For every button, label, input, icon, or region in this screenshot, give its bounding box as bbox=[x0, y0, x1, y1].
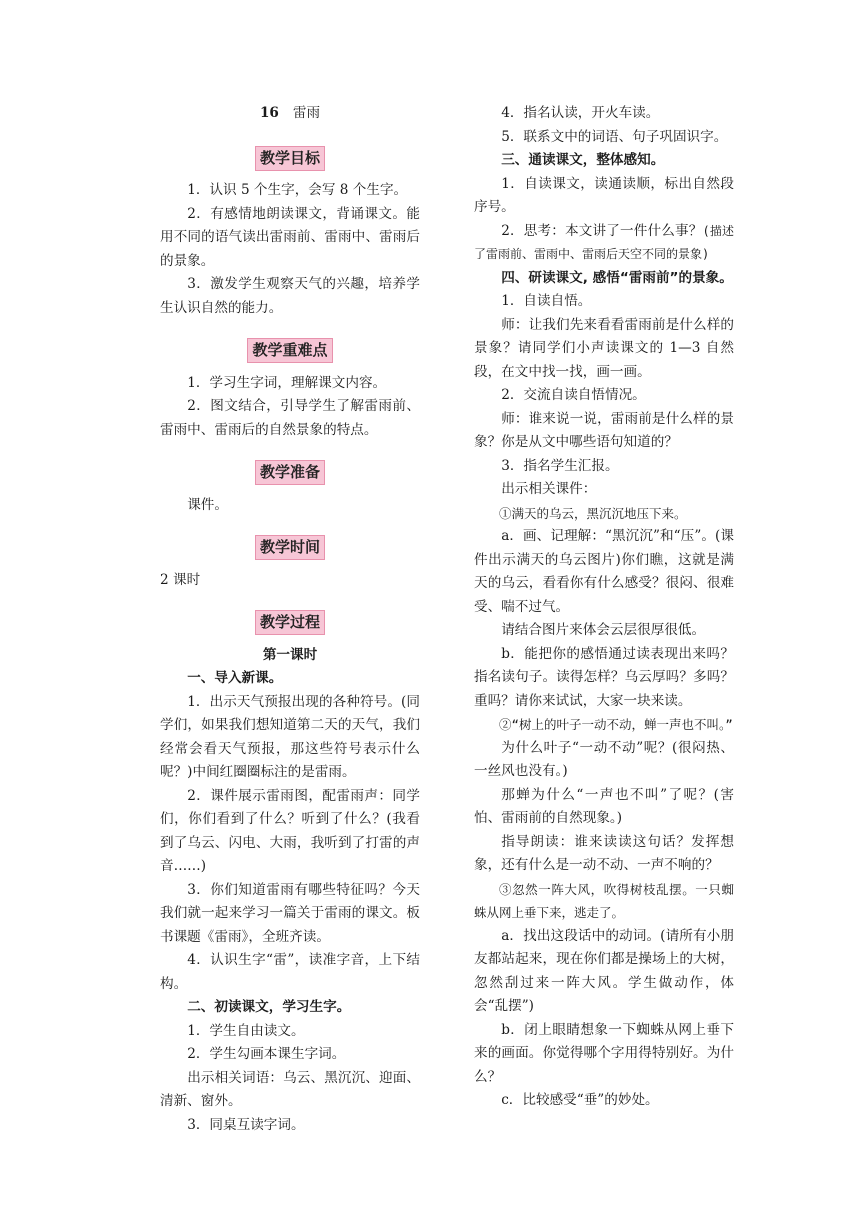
step-item: 出示相关课件： bbox=[501, 481, 597, 497]
step-item: b．闭上眼睛想象一下蜘蛛从网上垂下来的画面。你觉得哪个字用得特别好。为什么？ bbox=[474, 1021, 734, 1085]
step-item: 2．课件展示雷雨图，配雷雨声：同学们，你们看到了什么？听到了什么？(我看到了乌云、闪电、大雨，我听到了打雷的声音……) bbox=[160, 787, 420, 874]
goal-item: 1．认识 5 个生字，会写 8 个生字。 bbox=[187, 182, 408, 198]
step-item: 那蝉为什么“一声也不叫”了呢？(害怕、雷雨前的自然现象。) bbox=[474, 786, 734, 826]
step-item: 1．学生自由读文。 bbox=[187, 1022, 305, 1039]
step-item: 4．指名认读，开火车读。 bbox=[501, 105, 660, 121]
step-heading: 二、初读课文，学习生字。 bbox=[187, 999, 351, 1015]
lesson-title bbox=[160, 102, 420, 126]
question-text: 2．思考：本文讲了一件什么事？ bbox=[501, 222, 703, 239]
step-item: 3．你们知道雷雨有哪些特征吗？今天我们就一起来学习一篇关于雷雨的课文。板书课题《雷雨》，全班齐读。 bbox=[160, 881, 420, 945]
answer-note: (描述了雷雨前、雷雨中、雷雨后天空不同的景象) bbox=[474, 223, 734, 261]
section-heading-preparation bbox=[160, 460, 420, 486]
step-item: 为什么叶子“一动不动”呢？(很闷热、一丝风也没有。) bbox=[474, 739, 734, 779]
period-title: 第一课时 bbox=[262, 646, 318, 663]
key-item: 2．图文结合，引导学生了解雷雨前、雷雨中、雷雨后的自然景象的特点。 bbox=[160, 398, 420, 438]
prep-text: 课件。 bbox=[187, 496, 228, 513]
step-item: 1．自读课文，读通读顺，标出自然段序号。 bbox=[474, 175, 734, 215]
step-item: 3．指名学生汇报。 bbox=[501, 457, 619, 474]
step-item: 1．自读自悟。 bbox=[501, 293, 592, 309]
step-item: 请结合图片来体会云层很厚很低。 bbox=[501, 622, 706, 638]
goal-item: 3．激发学生观察天气的兴趣，培养学生认识自然的能力。 bbox=[160, 276, 420, 316]
step-item bbox=[474, 220, 734, 267]
step-item: 师：谁来说一说，雷雨前是什么样的景象？你是从文中哪些语句知道的？ bbox=[474, 410, 734, 450]
quoted-sentence: ①满天的乌云，黑沉沉地压下来。 bbox=[499, 505, 687, 521]
step-item: 5．联系文中的词语、句子巩固识字。 bbox=[501, 128, 728, 145]
step-heading: 四、研读课文, 感悟“雷雨前”的景象。 bbox=[501, 269, 733, 286]
step-item: 出示相关词语：乌云、黑沉沉、迎面、清新、窗外。 bbox=[160, 1069, 420, 1109]
step-item: 4．认识生字“雷”，读准字音，上下结构。 bbox=[160, 952, 420, 992]
lesson-number: 16 bbox=[259, 105, 279, 121]
step-item: a．找出这段话中的动词。(请所有小朋友都站起来，现在你们都是操场上的大树，忽然刮过来一阵大风。学生做动作，体会“乱摆”) bbox=[474, 927, 734, 1014]
heading-process-label: 教学过程 bbox=[255, 610, 325, 635]
heading-goals-label: 教学目标 bbox=[255, 146, 325, 171]
heading-prep-label: 教学准备 bbox=[255, 460, 325, 485]
step-heading: 三、通读课文，整体感知。 bbox=[501, 152, 665, 168]
key-item: 1．学习生字词，理解课文内容。 bbox=[187, 374, 387, 391]
step-item: b．能把你的感悟通过读表现出来吗？指名读句子。读得怎样？乌云厚吗？多吗？重吗？请你来试试，大家一块来读。 bbox=[474, 645, 734, 709]
quoted-sentence: ②“树上的叶子一动不动，蝉一声也不叫。” bbox=[499, 717, 733, 732]
section-heading-goals bbox=[160, 146, 420, 172]
step-item: c．比较感受“垂”的妙处。 bbox=[501, 1092, 659, 1108]
step-item: 3．同桌互读字词。 bbox=[187, 1116, 305, 1133]
section-heading-time bbox=[160, 535, 420, 561]
time-text: 2 课时 bbox=[160, 571, 201, 588]
step-item: 2．学生勾画本课生字词。 bbox=[187, 1046, 346, 1062]
step-item: a．画、记理解：“黑沉沉”和“压”。(课件出示满天的乌云图片)你们瞧，这就是满天的乌云，看看你有什么感受？很闷、很难受、喘不过气。 bbox=[474, 528, 734, 615]
left-column bbox=[160, 102, 420, 1137]
right-column bbox=[474, 102, 734, 1113]
step-item: 指导朗读：谁来读读这句话？发挥想象，还有什么是一动不动、一声不响的？ bbox=[474, 833, 734, 873]
step-item: 2．交流自读自悟情况。 bbox=[501, 387, 646, 403]
goal-item: 2．有感情地朗读课文，背诵课文。能用不同的语气读出雷雨前、雷雨中、雷雨后的景象。 bbox=[160, 205, 420, 269]
section-heading-process bbox=[160, 610, 420, 636]
step-heading: 一、导入新课。 bbox=[187, 670, 283, 686]
heading-key-label: 教学重难点 bbox=[247, 338, 332, 363]
step-item: 师：让我们先来看看雷雨前是什么样的景象？请同学们小声读课文的 1—3 自然段，在文中找一找，画一画。 bbox=[474, 316, 734, 380]
quoted-sentence: ③忽然一阵大风，吹得树枝乱摆。一只蜘蛛从网上垂下来，逃走了。 bbox=[474, 881, 734, 920]
section-heading-key-points bbox=[160, 338, 420, 364]
lesson-name: 雷雨 bbox=[292, 105, 321, 121]
step-item: 1．出示天气预报出现的各种符号。(同学们，如果我们想知道第二天的天气，我们经常会看天气预报，那这些符号表示什么呢？)中间红圈圈标注的是雷雨。 bbox=[160, 693, 420, 780]
heading-time-label: 教学时间 bbox=[255, 535, 325, 560]
